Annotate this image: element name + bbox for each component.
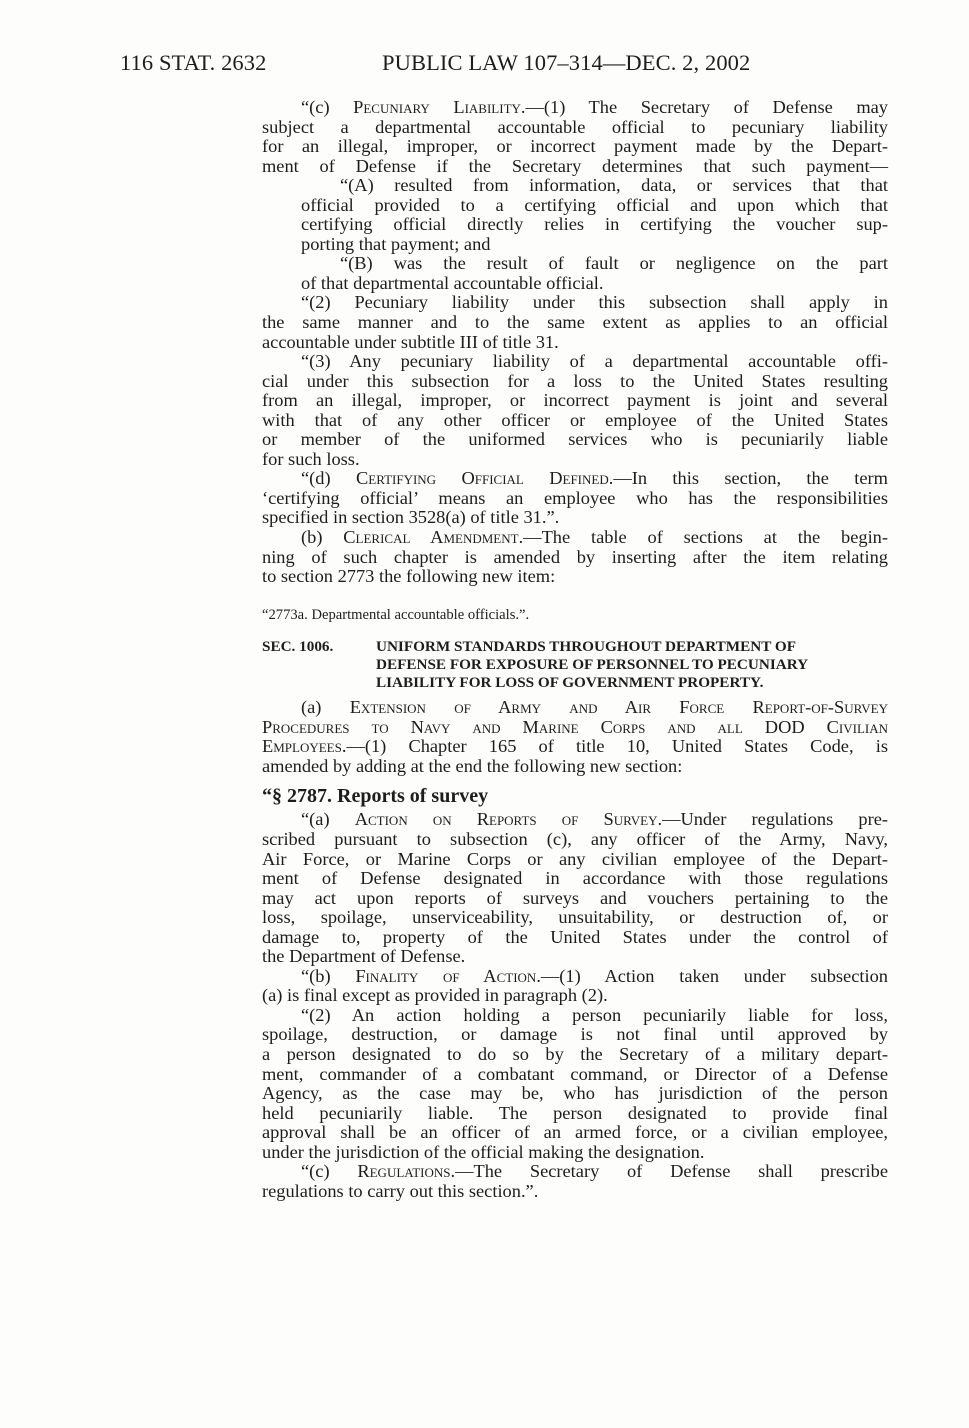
paragraph-line: approval shall be an officer of an armed force, or a civilian employee, xyxy=(262,1122,888,1143)
paragraph-line: under the jurisdiction of the official making the designation. xyxy=(262,1141,705,1162)
paragraph-line: certifying official directly relies in certifying the voucher sup- xyxy=(301,214,888,235)
paragraph-line: official provided to a certifying official and upon which that xyxy=(301,194,888,215)
section-title-line: LIABILITY FOR LOSS OF GOVERNMENT PROPERTY. xyxy=(376,674,764,692)
subsection-heading: Clerical Amendment xyxy=(343,527,519,548)
paragraph-line: “(a) Action on Reports of Survey.—Under regulations pre- xyxy=(301,809,888,830)
paragraph-line: with that of any other officer or employee of the United States xyxy=(262,409,888,430)
paragraph-line: “(d) Certifying Official Defined.—In this section, the term xyxy=(301,468,888,489)
paragraph-line: ‘certifying official’ means an employee who has the responsibilities xyxy=(262,487,888,508)
new-section-heading: “§ 2787. Reports of survey xyxy=(262,785,489,808)
paragraph-line: ment of Defense if the Secretary determines that such payment— xyxy=(262,155,888,176)
paragraph-line: scribed pursuant to subsection (c), any officer of the Army, Navy, xyxy=(262,829,888,850)
paragraph-line: “(b) Finality of Action.—(1) Action taken under subsection xyxy=(301,965,888,986)
paragraph-line: “(B) was the result of fault or negligence on the part xyxy=(340,253,888,274)
subsection-heading: Regulations xyxy=(357,1161,451,1182)
paragraph-line: “(3) Any pecuniary liability of a departmental accountable offi- xyxy=(301,351,888,372)
paragraph-line: ning of such chapter is amended by inserting after the item relating xyxy=(262,546,888,567)
paragraph-line: amended by adding at the end the following new section: xyxy=(262,755,683,776)
paragraph-line: porting that payment; and xyxy=(301,233,491,254)
paragraph-line: Employees.—(1) Chapter 165 of title 10, United States Code, is xyxy=(262,736,888,757)
page-header xyxy=(120,50,820,80)
subsection-heading: Action on Reports of Survey xyxy=(354,809,658,830)
paragraph-line: of that departmental accountable official. xyxy=(301,272,604,293)
subsection-heading: Pecuniary Liability xyxy=(353,97,521,117)
paragraph-line: for an illegal, improper, or incorrect payment made by the Depart- xyxy=(262,136,888,157)
paragraph-line: spoilage, destruction, or damage is not final until approved by xyxy=(262,1024,888,1045)
paragraph-line: (b) Clerical Amendment.—The table of sections at the begin- xyxy=(301,527,888,548)
paragraph-line: damage to, property of the United States under the control of xyxy=(262,926,888,947)
public-law-citation: PUBLIC LAW 107–314—DEC. 2, 2002 xyxy=(382,50,751,75)
table-of-sections-item: “2773a. Departmental accountable officials.”. xyxy=(262,606,530,623)
paragraph-line: loss, spoilage, unserviceability, unsuitability, or destruction of, or xyxy=(262,907,888,928)
paragraph-line: cial under this subsection for a loss to the United States resulting xyxy=(262,370,888,391)
section-title-line: DEFENSE FOR EXPOSURE OF PERSONNEL TO PECUNIARY xyxy=(376,655,809,673)
paragraph-line: ment of Defense designated in accordance with those regulations xyxy=(262,868,888,889)
paragraph-line: “(2) Pecuniary liability under this subsection shall apply in xyxy=(301,292,888,313)
paragraph-line: specified in section 3528(a) of title 31.”. xyxy=(262,507,560,528)
paragraph-line: “(c) Pecuniary Liability.—(1) The Secretary of Defense may xyxy=(301,97,888,117)
paragraph-line: “(c) Regulations.—The Secretary of Defense shall prescribe xyxy=(301,1161,888,1182)
paragraph-line: regulations to carry out this section.”. xyxy=(262,1180,539,1201)
paragraph-line: Air Force, or Marine Corps or any civilian employee of the Depart- xyxy=(262,848,888,869)
paragraph-line: Agency, as the case may be, who has jurisdiction of the person xyxy=(262,1083,888,1104)
paragraph-line: Procedures to Navy and Marine Corps and all DOD Civilian xyxy=(262,716,888,737)
paragraph-line: to section 2773 the following new item: xyxy=(262,566,556,587)
paragraph-line: “(A) resulted from information, data, or services that that xyxy=(340,175,888,196)
paragraph-line: (a) is final except as provided in paragraph (2). xyxy=(262,985,608,1006)
statute-page-number: 116 STAT. 2632 xyxy=(120,50,267,75)
document-body xyxy=(262,98,888,1201)
paragraph-line: “(2) An action holding a person pecuniarily liable for loss, xyxy=(301,1004,888,1025)
section-heading xyxy=(262,638,888,693)
paragraph-line: held pecuniarily liable. The person designated to provide final xyxy=(262,1102,888,1123)
subsection-heading: Finality of Action xyxy=(355,965,537,986)
paragraph-line: or member of the uniformed services who is pecuniarily liable xyxy=(262,429,888,450)
paragraph-line: the same manner and to the same extent as applies to an official xyxy=(262,312,888,333)
paragraph-line: ment, commander of a combatant command, or Director of a Defense xyxy=(262,1063,888,1084)
paragraph-line: from an illegal, improper, or incorrect payment is joint and several xyxy=(262,390,888,411)
paragraph-line: may act upon reports of surveys and vouchers pertaining to the xyxy=(262,887,888,908)
section-title-line: UNIFORM STANDARDS THROUGHOUT DEPARTMENT OF xyxy=(376,637,796,655)
section-number: SEC. 1006. xyxy=(262,637,334,655)
subsection-heading: Certifying Official Defined xyxy=(355,468,609,489)
paragraph-line: for such loss. xyxy=(262,448,360,469)
paragraph-line: accountable under subtitle III of title 31. xyxy=(262,331,559,352)
paragraph-line: subject a departmental accountable official to pecuniary liability xyxy=(262,116,888,137)
paragraph-line: a person designated to do so by the Secretary of a military depart- xyxy=(262,1044,888,1065)
subsection-heading: Extension of Army and Air Force Report-of-Survey xyxy=(349,697,888,718)
paragraph-line: the Department of Defense. xyxy=(262,946,466,967)
paragraph-line: (a) Extension of Army and Air Force Report-of-Survey xyxy=(301,697,888,718)
